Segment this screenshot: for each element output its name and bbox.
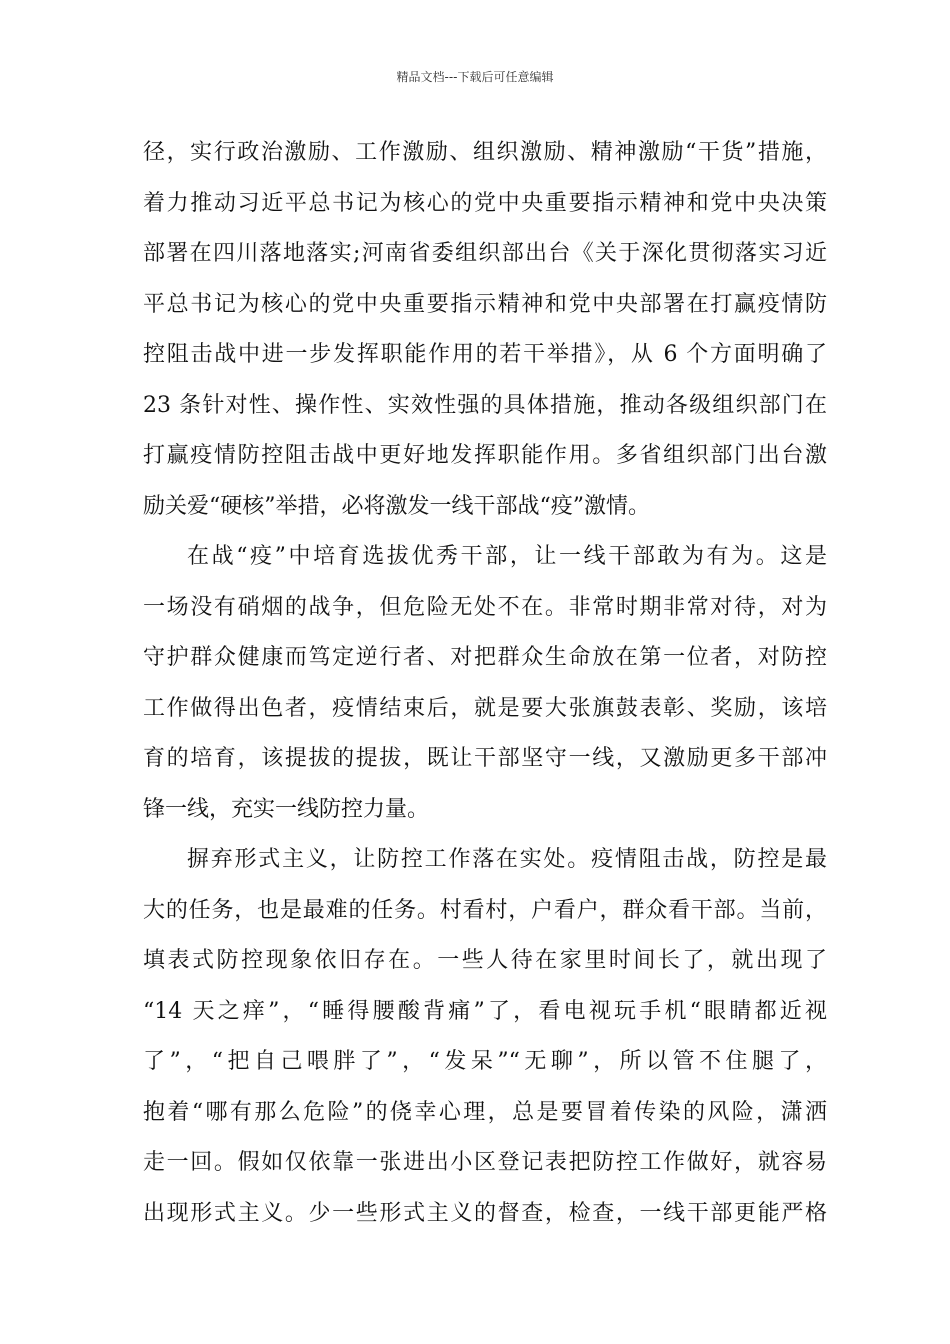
page-header: 精品文档---下载后可任意编辑 bbox=[396, 70, 554, 84]
text-line: 一场没有硝烟的战争，但危险无处不在。非常时期非常对待，对为 bbox=[143, 594, 827, 620]
text-line: 着力推动习近平总书记为核心的党中央重要指示精神和党中央决策 bbox=[143, 190, 827, 216]
document-body bbox=[143, 128, 827, 1239]
text-line: 径，实行政治激励、工作激励、组织激励、精神激励“干货”措施， bbox=[143, 140, 827, 165]
text-line: 励关爱“硬核”举措，必将激发一线干部战“疫”激情。 bbox=[143, 493, 650, 519]
text-line: 锋一线，充实一线防控力量。 bbox=[143, 796, 430, 822]
text-line: 大的任务，也是最难的任务。村看村，户看户，群众看干部。当前， bbox=[143, 897, 827, 923]
text-line: 工作做得出色者，疫情结束后，就是要大张旗鼓表彰、奖励，该培 bbox=[143, 695, 827, 721]
text-line: 填表式防控现象依旧存在。一些人待在家里时间长了，就出现了 bbox=[143, 948, 827, 973]
text-line: 控阻击战中进一步发挥职能作用的若干举措》，从 6 个方面明确了 bbox=[143, 342, 827, 367]
text-line: 走一回。假如仅依靠一张进出小区登记表把防控工作做好，就容易 bbox=[143, 1150, 827, 1175]
text-line: 出现形式主义。少一些形式主义的督查，检查，一线干部更能严格 bbox=[143, 1200, 827, 1226]
text-line: 23 条针对性、操作性、实效性强的具体措施，推动各级组织部门在 bbox=[143, 392, 827, 418]
text-line: 摒弃形式主义，让防控工作落在实处。疫情阻击战，防控是最 bbox=[187, 847, 827, 872]
text-line: 育的培育，该提拔的提拔，既让干部坚守一线，又激励更多干部冲 bbox=[143, 746, 827, 771]
text-line: 守护群众健康而笃定逆行者、对把群众生命放在第一位者，对防控 bbox=[143, 645, 827, 670]
text-line: 在战“疫”中培育选拔优秀干部，让一线干部敢为有为。这是 bbox=[187, 544, 827, 569]
text-line: 抱着“哪有那么危险”的侥幸心理，总是要冒着传染的风险，潇洒 bbox=[143, 1099, 827, 1125]
text-line: 平总书记为核心的党中央重要指示精神和党中央部署在打赢疫情防 bbox=[143, 291, 827, 317]
text-line: “14 天之痒”，“睡得腰酸背痛”了，看电视玩手机“眼睛都近视 bbox=[143, 998, 827, 1024]
text-line: 打赢疫情防控阻击战中更好地发挥职能作用。多省组织部门出台激 bbox=[143, 443, 827, 468]
text-line: 了”，“把自己喂胖了”，“发呆”“无聊”，所以管不住腿了， bbox=[143, 1049, 827, 1074]
text-line: 部署在四川落地落实;河南省委组织部出台《关于深化贯彻落实习近 bbox=[143, 241, 827, 266]
